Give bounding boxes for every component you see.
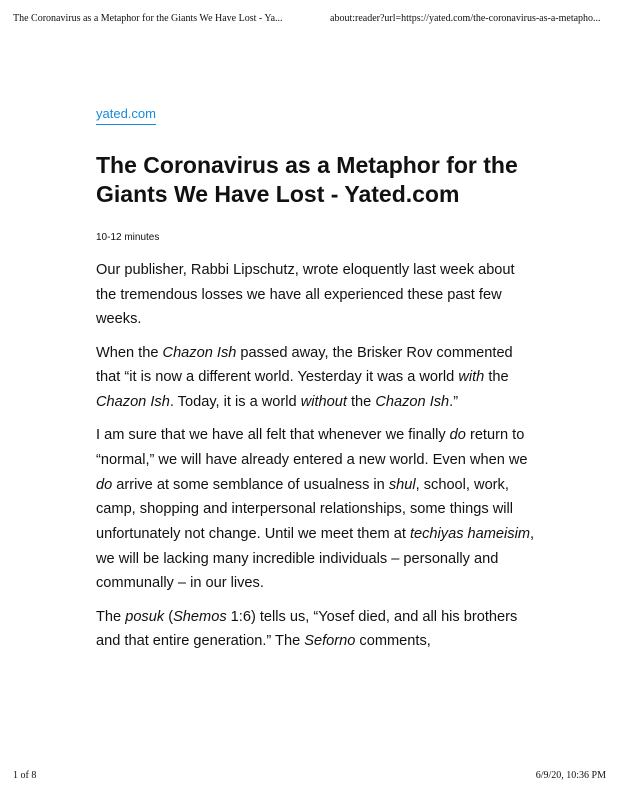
text-run: The	[96, 608, 126, 625]
italic-text-run: shul	[388, 476, 416, 493]
italic-text-run: Shemos	[173, 608, 227, 625]
print-header-url: about:reader?url=https://yated.com/the-coronavirus-as-a-metapho...	[330, 13, 601, 24]
article-body	[96, 258, 536, 654]
print-header-title: The Coronavirus as a Metaphor for the Giants We Have Lost - Ya...	[13, 13, 283, 24]
print-timestamp: 6/9/20, 10:36 PM	[535, 770, 606, 781]
text-run: .”	[449, 394, 459, 411]
italic-text-run: techiyas hameisim	[409, 526, 530, 543]
italic-text-run: with	[458, 369, 485, 386]
text-run: Our publisher, Rabbi Lipschutz, wrote eloquently last week about the tremendous losses we have all experienced these past few weeks.	[96, 262, 515, 328]
italic-text-run: Chazon Ish	[162, 344, 237, 361]
text-run: passed away, the Brisker Rov commented that “it is now a different world. Yesterday it was a world	[96, 344, 513, 386]
source-domain-link[interactable]: yated.com	[96, 105, 156, 125]
text-run: , we will be lacking many incredible individuals – personally and communally – in our lives.	[96, 526, 535, 592]
italic-text-run: Chazon Ish	[96, 394, 170, 411]
text-run: When the	[96, 344, 163, 361]
italic-text-run: posuk	[125, 608, 165, 625]
page-number: 1 of 8	[13, 770, 37, 781]
text-run: I am sure that we have all felt that whenever we finally	[96, 427, 450, 444]
text-run: . Today, it is a world	[169, 394, 301, 411]
text-run: , school, work, camp, shopping and interpersonal relationships, some things will unfortunately not change. Until we meet them at	[96, 476, 513, 543]
italic-text-run: do	[449, 427, 466, 444]
text-run: return to “normal,” we will have already entered a new world. Even when we	[96, 427, 528, 468]
text-run: the	[484, 369, 509, 386]
article-paragraph	[96, 341, 536, 415]
italic-text-run: do	[96, 476, 113, 493]
reading-time: 10-12 minutes	[96, 232, 160, 243]
text-run: 1:6) tells us, “Yosef died, and all his brothers and that entire generation.” The	[96, 608, 518, 650]
article-paragraph	[96, 258, 536, 332]
text-run: arrive at some semblance of usualness in	[112, 476, 389, 493]
text-run: comments,	[355, 633, 431, 650]
article-paragraph	[96, 605, 536, 654]
italic-text-run: Seforno	[304, 633, 356, 650]
article-title: The Coronavirus as a Metaphor for the Giants We Have Lost - Yated.com	[96, 152, 518, 207]
text-run: (	[164, 608, 174, 625]
text-run: the	[346, 394, 376, 411]
italic-text-run: without	[300, 394, 347, 411]
italic-text-run: Chazon Ish	[375, 394, 450, 411]
article-paragraph	[96, 423, 536, 596]
reader-article	[96, 105, 536, 663]
